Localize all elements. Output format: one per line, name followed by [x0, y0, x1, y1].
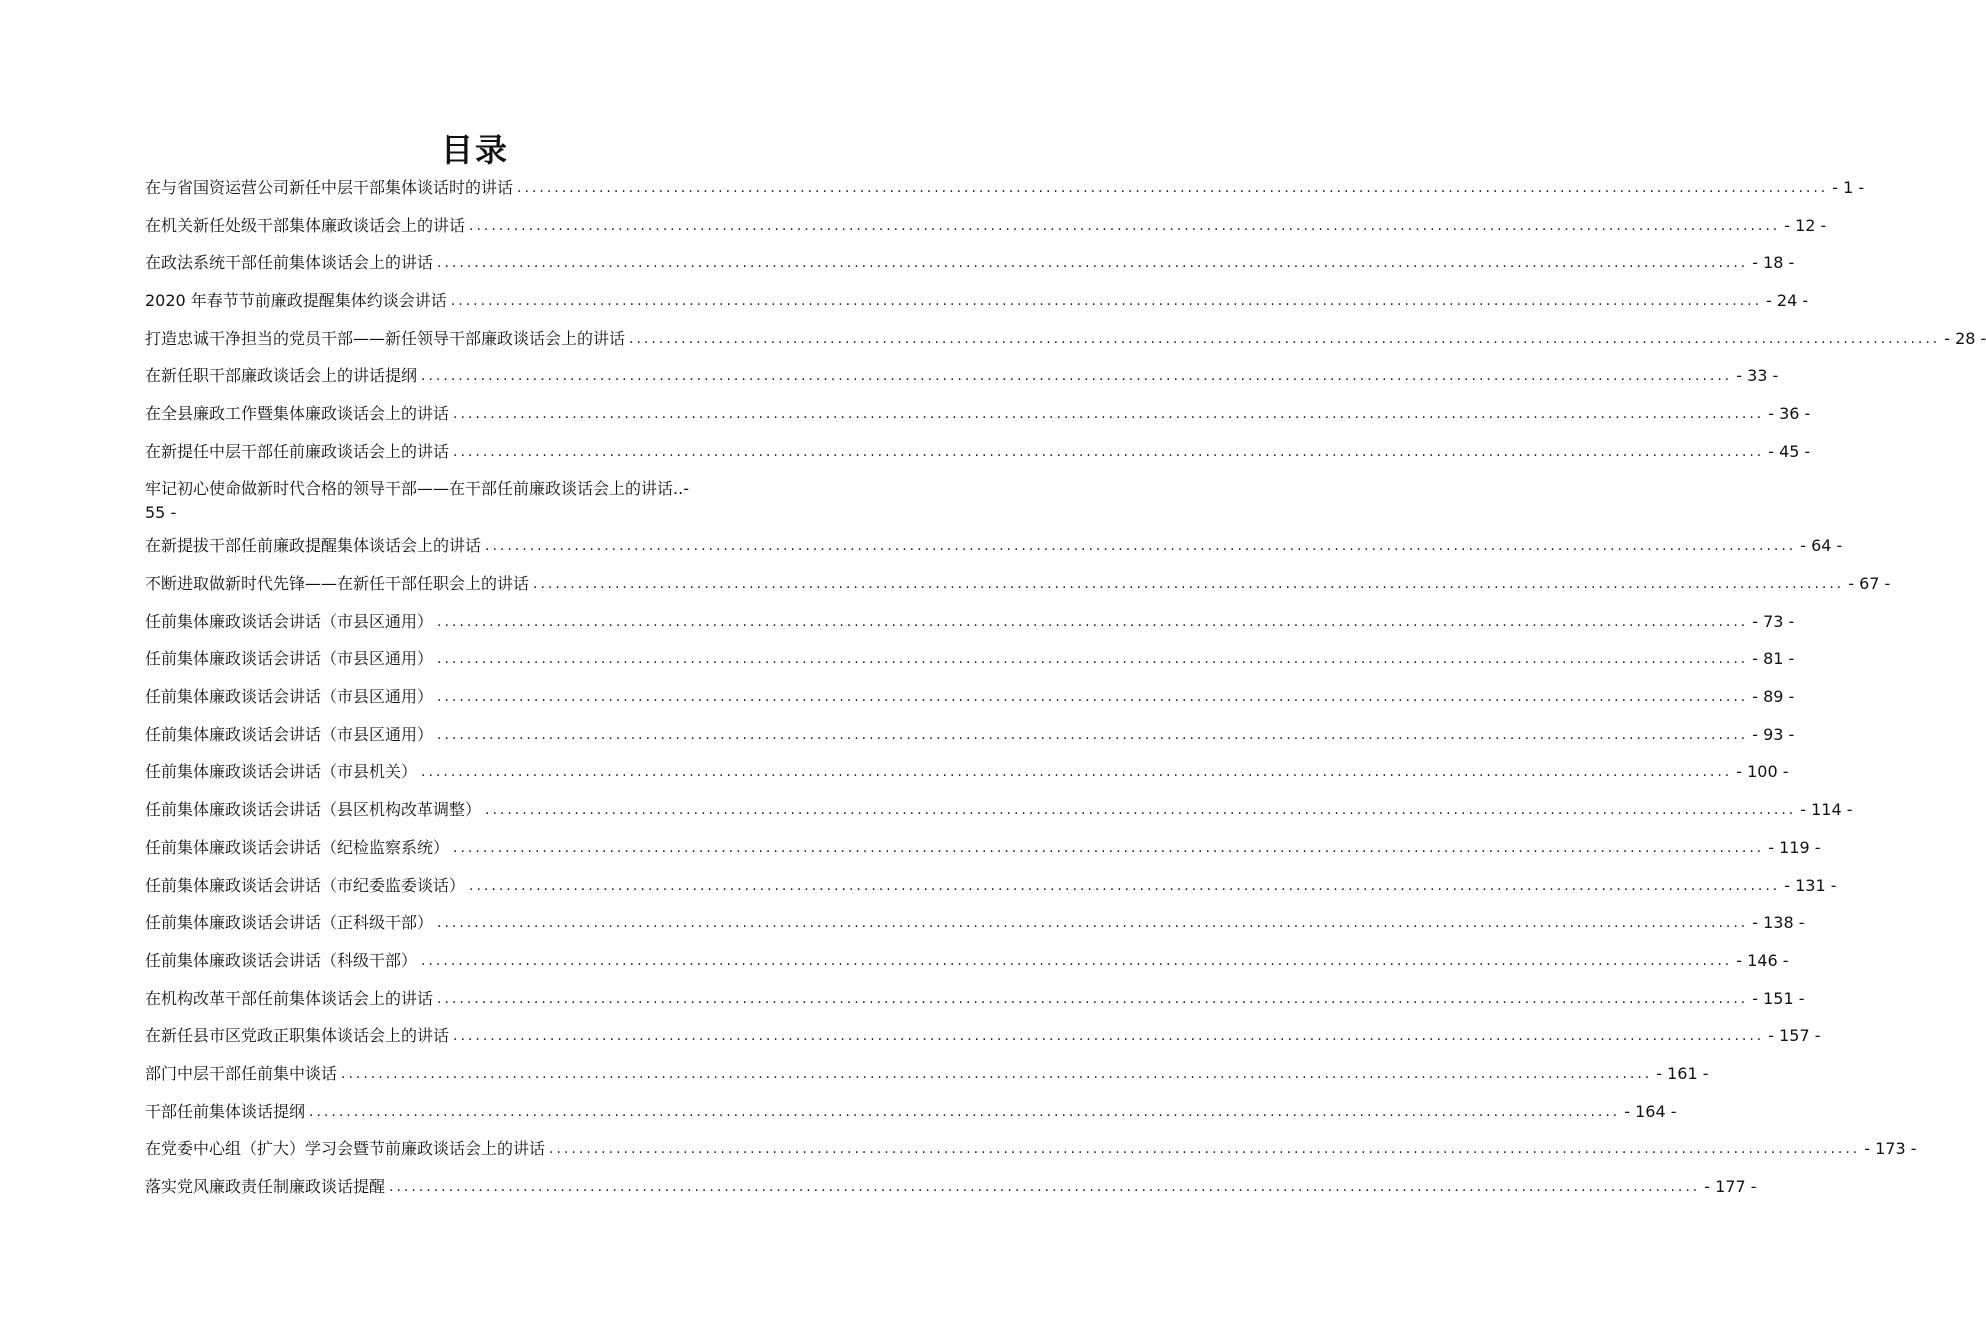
toc-entry[interactable] [145, 942, 1789, 980]
toc-leader-dots [309, 1102, 1620, 1122]
toc-leader-dots [437, 913, 1748, 933]
table-of-contents [145, 169, 1986, 1206]
toc-leader-dots [341, 1064, 1652, 1084]
toc-entry-title: 干部任前集体谈话提纲 [145, 1101, 306, 1121]
toc-entry-title: 部门中层干部任前集中谈话 [145, 1063, 338, 1083]
toc-entry-page: - 81 - [1752, 649, 1795, 669]
toc-entry-title: 任前集体廉政谈话会讲话（市县区通用） [145, 687, 434, 707]
toc-entry[interactable] [145, 1055, 1709, 1093]
toc-leader-dots [629, 329, 1940, 349]
toc-entry-page: - 73 - [1752, 611, 1795, 631]
toc-entry-page: - 157 - [1768, 1026, 1821, 1046]
toc-entry[interactable] [145, 754, 1789, 792]
toc-entry-title: 在与省国资运营公司新任中层干部集体谈话时的讲话 [145, 177, 514, 197]
toc-entry[interactable] [145, 565, 1891, 603]
toc-entry-page: - 93 - [1752, 724, 1795, 744]
toc-entry[interactable] [145, 357, 1779, 395]
toc-entry-title: 在新任职干部廉政谈话会上的讲话提纲 [145, 366, 418, 386]
toc-entry[interactable] [145, 1017, 1821, 1055]
toc-entry-title: 2020 年春节节前廉政提醒集体约谈会讲话 [145, 290, 447, 310]
toc-entry[interactable] [145, 716, 1795, 754]
toc-entry[interactable] [145, 904, 1805, 942]
toc-leader-dots [469, 216, 1780, 236]
toc-leader-dots [437, 649, 1748, 669]
toc-entry[interactable] [145, 207, 1827, 245]
toc-entry-page: 55 - [145, 502, 177, 522]
toc-entry[interactable] [145, 395, 1811, 433]
toc-leader-dots [421, 366, 1732, 386]
toc-leader-dots [389, 1177, 1700, 1197]
toc-leader-dots [485, 800, 1796, 820]
toc-leader-dots [437, 612, 1748, 632]
toc-entry-page: - 45 - [1768, 441, 1811, 461]
toc-entry[interactable] [145, 169, 1865, 207]
toc-entry-title: 任前集体廉政谈话会讲话（市县机关） [145, 762, 418, 782]
toc-entry-title: 在新提任中层干部任前廉政谈话会上的讲话 [145, 441, 450, 461]
toc-entry-title: 任前集体廉政谈话会讲话（市县区通用） [145, 611, 434, 631]
toc-leader-dots [549, 1139, 1860, 1159]
toc-entry[interactable] [145, 641, 1795, 679]
toc-entry-title: 在全县廉政工作暨集体廉政谈话会上的讲话 [145, 403, 450, 423]
toc-entry-title: 在机构改革干部任前集体谈话会上的讲话 [145, 988, 434, 1008]
toc-entry[interactable] [145, 1131, 1917, 1169]
toc-leader-dots [453, 838, 1764, 858]
toc-entry-title: 牢记初心使命做新时代合格的领导干部——在干部任前廉政谈话会上的讲话 [145, 478, 674, 498]
toc-entry-title: 在新任县市区党政正职集体谈话会上的讲话 [145, 1026, 450, 1046]
toc-entry[interactable] [145, 320, 1986, 358]
toc-entry-page: - 138 - [1752, 913, 1805, 933]
toc-leader-dots [421, 951, 1732, 971]
toc-entry-title: 任前集体廉政谈话会讲话（县区机构改革调整） [145, 800, 482, 820]
toc-entry-page: - 131 - [1784, 875, 1837, 895]
toc-entry[interactable] [145, 867, 1837, 905]
toc-entry[interactable] [145, 282, 1809, 320]
toc-entry-page: - 18 - [1752, 253, 1795, 273]
toc-entry[interactable] [145, 433, 1811, 471]
toc-entry-page: - 173 - [1864, 1139, 1917, 1159]
toc-entry[interactable] [145, 603, 1795, 641]
toc-entry-title: 在新提拔干部任前廉政提醒集体谈话会上的讲话 [145, 536, 482, 556]
toc-entry-page: - 67 - [1848, 574, 1891, 594]
toc-leader-dots [453, 404, 1764, 424]
toc-leader-dots [437, 253, 1748, 273]
toc-entry-page: - 177 - [1704, 1177, 1757, 1197]
toc-leader-dots [437, 725, 1748, 745]
toc-entry[interactable] [145, 1168, 1757, 1206]
toc-entry-page: - 36 - [1768, 403, 1811, 423]
toc-leader-dots [485, 536, 1796, 556]
toc-leader-dots [437, 989, 1748, 1009]
toc-entry-page: - 28 - [1944, 328, 1986, 348]
toc-entry-title: 任前集体廉政谈话会讲话（正科级干部） [145, 913, 434, 933]
toc-entry-page: - 100 - [1736, 762, 1789, 782]
toc-entry-title: 在机关新任处级干部集体廉政谈话会上的讲话 [145, 215, 466, 235]
toc-entry-title: 任前集体廉政谈话会讲话（市纪委监委谈话） [145, 875, 466, 895]
toc-entry-page: - 114 - [1800, 800, 1853, 820]
toc-entry-title: 任前集体廉政谈话会讲话（纪检监察系统） [145, 837, 450, 857]
toc-entry-title: 任前集体廉政谈话会讲话（市县区通用） [145, 649, 434, 669]
toc-leader-dots [469, 876, 1780, 896]
toc-entry-page: - 161 - [1656, 1063, 1709, 1083]
toc-entry[interactable] [145, 829, 1821, 867]
toc-entry-page: - 151 - [1752, 988, 1805, 1008]
toc-entry-title: 不断进取做新时代先锋——在新任干部任职会上的讲话 [145, 574, 530, 594]
toc-entry-page: - 146 - [1736, 950, 1789, 970]
toc-entry[interactable] [145, 244, 1795, 282]
toc-entry-page: - 12 - [1784, 215, 1827, 235]
toc-entry-title: 任前集体廉政谈话会讲话（市县区通用） [145, 724, 434, 744]
toc-entry-page: - 64 - [1800, 536, 1843, 556]
toc-entry-title: 任前集体廉政谈话会讲话（科级干部） [145, 950, 418, 970]
toc-entry-page: - 1 - [1832, 177, 1865, 197]
toc-leader-dots [421, 762, 1732, 782]
toc-leader-dots [533, 574, 1844, 594]
toc-entry-page: - 164 - [1624, 1101, 1677, 1121]
toc-entry-title: 打造忠诚干净担当的党员干部——新任领导干部廉政谈话会上的讲话 [145, 328, 626, 348]
toc-entry-page-part: ..- [673, 478, 689, 498]
toc-entry-title: 在政法系统干部任前集体谈话会上的讲话 [145, 253, 434, 273]
toc-entry-page: - 89 - [1752, 687, 1795, 707]
page-title: 目录 [440, 131, 509, 169]
toc-entry[interactable] [145, 1093, 1677, 1131]
toc-leader-dots [453, 442, 1764, 462]
toc-entry-page: - 24 - [1766, 290, 1809, 310]
toc-leader-dots [453, 1026, 1764, 1046]
toc-entry[interactable] [145, 471, 810, 528]
toc-entry[interactable] [145, 678, 1795, 716]
toc-entry[interactable] [145, 791, 1853, 829]
toc-leader-dots [517, 178, 1828, 198]
toc-entry-title: 落实党风廉政责任制廉政谈话提醒 [145, 1177, 386, 1197]
toc-leader-dots [451, 291, 1762, 311]
toc-entry[interactable] [145, 528, 1843, 566]
toc-entry-title: 在党委中心组（扩大）学习会暨节前廉政谈话会上的讲话 [145, 1139, 546, 1159]
toc-entry[interactable] [145, 980, 1805, 1018]
toc-entry-page: - 33 - [1736, 366, 1779, 386]
toc-leader-dots [437, 687, 1748, 707]
toc-entry-page: - 119 - [1768, 837, 1821, 857]
